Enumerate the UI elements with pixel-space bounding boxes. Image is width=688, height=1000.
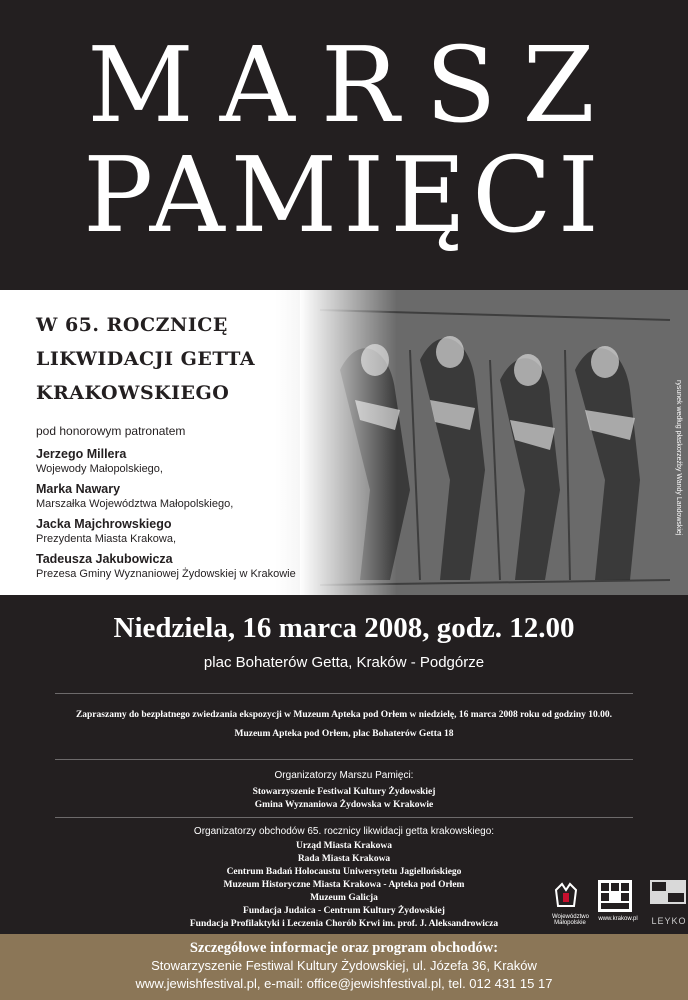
patron-role: Marszałka Województwa Małopolskiego, [36,498,234,510]
organizer-item: Fundacja Profilaktyki i Leczenia Chorób Krwi im. prof. J. Aleksandrowicza [189,919,499,929]
subtitle-line-1: W 65. ROCZNICĘ [36,314,228,336]
patron-name: Jerzego Millera [36,447,127,461]
patron-role: Prezydenta Miasta Krakowa, [36,533,177,545]
organizer-item: Muzeum Historyczne Miasta Krakowa - Apteka pod Orłem [223,880,465,890]
band-text [36,308,336,586]
printer-mark-icon [650,880,686,912]
patron-role: Prezesa Gminy Wyznaniowej Żydowskiej w Krakowie [36,568,296,580]
organizer-item: Fundacja Judaica - Centrum Kultury Żydowskiej [243,906,445,916]
organizers-anniversary-heading: Organizatorzy obchodów 65. rocznicy likwidacji getta krakowskiego: [193,826,495,837]
divider [55,817,633,818]
subtitle-line-2: LIKWIDACJI GETTA [36,348,256,370]
krakow-logo [598,880,638,922]
image-credit: rysunek według płaskorzeźby Wandy Landowskiej [675,380,682,536]
malopolska-crest-icon [552,880,580,910]
organizer-item: Stowarzyszenie Festiwal Kultury Żydowskiej [252,787,436,797]
patron-role: Wojewody Małopolskiego, [36,463,163,475]
title-line-2: PAMIĘCI [83,134,605,256]
subtitle-line-3: KRAKOWSKIEGO [36,382,230,404]
relief-sculpture-image [300,290,688,595]
organizer-item: Rada Miasta Krakowa [297,854,391,864]
title-line-1: MARSZ [87,24,621,146]
organizer-item: Gmina Wyznaniowa Żydowska w Krakowie [254,800,434,810]
patron-name: Tadeusza Jakubowicza [36,552,173,566]
footer-contact: www.jewishfestival.pl, e-mail: office@jewishfestival.pl, tel. 012 431 15 17 [135,976,553,991]
divider [55,759,633,760]
relief-band [0,290,688,595]
footer [0,934,688,1000]
patron-intro: pod honorowym patronatem [36,424,186,438]
organizers-march-heading: Organizatorzy Marszu Pamięci: [274,770,414,781]
header-section [0,0,688,290]
footer-address: Stowarzyszenie Festiwal Kultury Żydowskiej, ul. Józefa 36, Kraków [151,958,537,973]
event-place: plac Bohaterów Getta, Kraków - Podgórze [203,654,485,671]
sponsor-logos [552,880,688,924]
krakow-label: www.krakow.pl [598,916,638,922]
divider [55,693,633,694]
invitation-line-1: Zapraszamy do bezpłatnego zwiedzania ekspozycji w Muzeum Apteka pod Orłem w niedzielę, 16 marca 2008 roku od godziny 10.00. [75,710,613,720]
organizer-item: Centrum Badań Holocaustu Uniwersytetu Jagiellońskiego [226,867,462,877]
organizer-item: Urząd Miasta Krakowa [295,841,393,851]
malopolska-logo [552,880,588,926]
patron-name: Marka Nawary [36,482,121,496]
footer-heading: Szczegółowe informacje oraz program obchodów: [189,940,499,956]
patron-name: Jacka Majchrowskiego [36,517,172,531]
organizers-march-list [0,786,688,812]
printer-label: LEYKO [651,916,687,926]
malopolska-label: Województwo Małopolskie [552,914,589,926]
organizer-item: Muzeum Galicja [310,893,378,903]
event-date: Niedziela, 16 marca 2008, godz. 12.00 [113,612,575,644]
printer-logo [650,880,688,926]
krakow-mosaic-icon [598,880,632,912]
invitation-line-2: Muzeum Apteka pod Orłem, plac Bohaterów Getta 18 [234,729,454,739]
